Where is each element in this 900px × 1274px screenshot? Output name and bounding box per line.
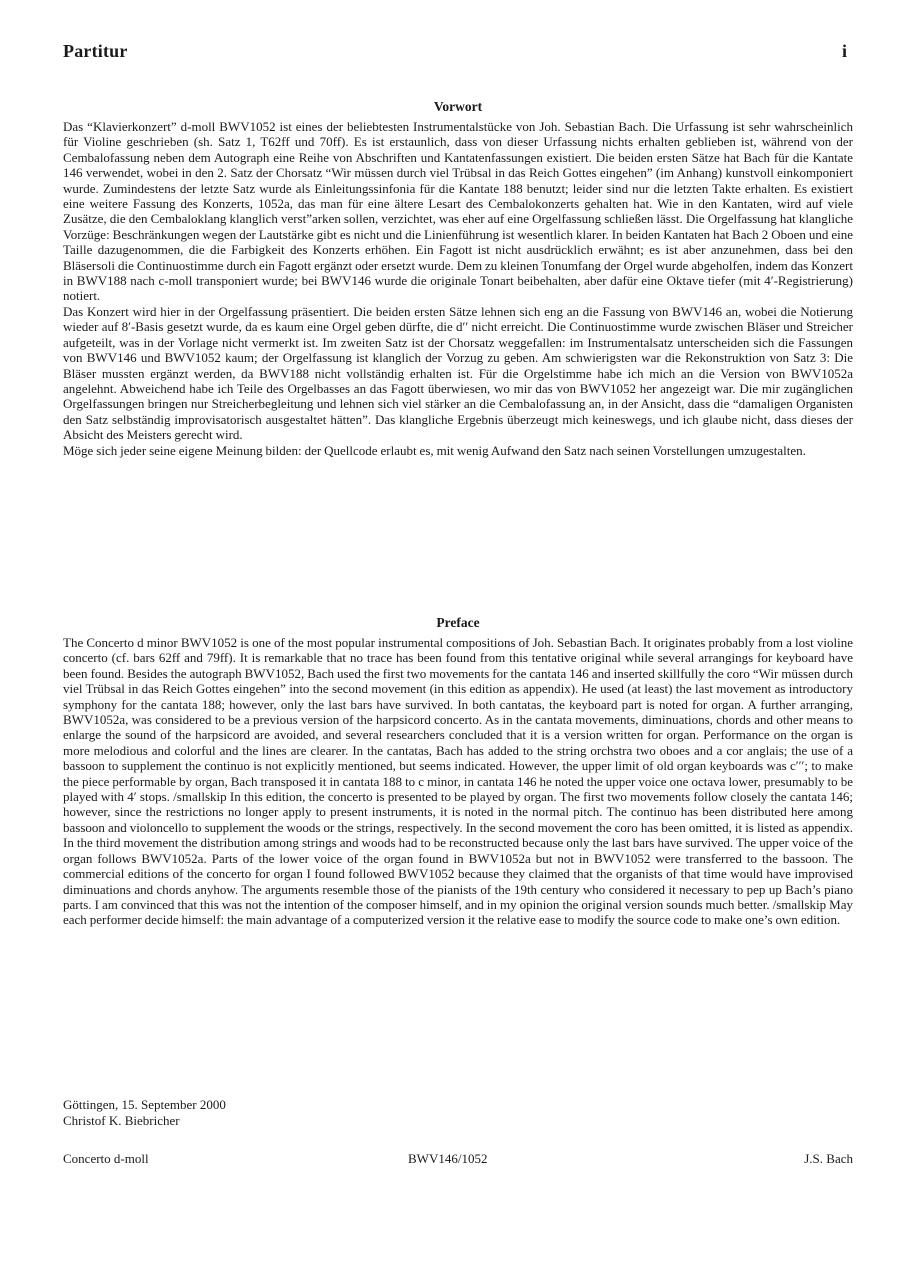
page-number: i — [842, 41, 848, 61]
footer-composer: J.S. Bach — [804, 1151, 853, 1166]
vorwort-body — [63, 119, 853, 603]
signature-author: Christof K. Biebricher — [63, 1113, 180, 1128]
preface-paragraph: The Concerto d minor BWV1052 is one of the most popular instrumental compositions of Joh. Sebastian Bach. It originates probably from a lost violine concerto (cf. bars 62ff and 79ff). It is remarkable that no trace has been found from this tentative original while several arrangings for keyboard have been found. Besides the autograph BWV1052, Bach used the first two movements for the cantata 146 and inserted skillfully the coro “Wir müssen durch viel Trübsal in das Reich Gottes eingehen” into the second movement (in this edition as appendix). He used (at least) the last movement as introductory symphony for the cantata 188; however, only the last bars have survived. In both cantatas, the keyboard part is noted for organ. A further arranging, BWV1052a, was considered to be a previous version of the harpsicord concerto. As in the cantata movements, diminuations, chords and other means to enlarge the sound of the harpsicord are avoided, and several researchers concluded that it is a version written for organ. Performance on the organ is more melodious and colorful and the lines are clearer. In the cantatas, Bach has added to the string orchstra two oboes and a cor anglais; the use of a bassoon to supplement the continuo is not explicitly mentioned, but seems indicated. However, the upper limit of old organ keyboards was c′′′; to make the piece performable by organ, Bach transposed it in cantata 188 to c minor, in cantata 146 he noted the upper voice one octava lower, presumably to be played with 4′ stops. /smallskip In this edition, the concerto is presented to be played by organ. The first two movements follow closely the cantata 146; however, since the restrictions no longer apply to present instruments, it is noted in the normal pitch. The continuo has been distributed here among bassoon and violoncello to supplement the woods or the strings, respectively. In the second movement the coro has been omitted, it is listed as appendix. In the third movement the distribution among strings and woods had to be reconstructed because only the last bars have survived. The upper voice of the organ follows BWV1052a. Parts of the lower voice of the organ found in BWV1052a but not in BWV1052 were transferred to the bassoon. The commercial editions of the concerto for organ I found followed BWV1052 because they claimed that the organists of that time would have improvised diminuations and chords anyhow. The arguments resemble those of the pianists of the 19th century who considered it necessary to pep up Bach’s piano parts. I am convinced that this was not the intention of the composer himself, and in my opinion the original version sounds much better. /smallskip May each performer decide himself: the main advantage of a computerized version it the relative ease to modify the source code to make one’s own edition. — [63, 635, 853, 928]
signature-block — [63, 1097, 226, 1129]
preface-heading: Preface — [436, 615, 480, 630]
page-header-title: Partitur — [63, 41, 128, 61]
footer-work-title: Concerto d-moll — [63, 1151, 149, 1166]
signature-place-date: Göttingen, 15. September 2000 — [63, 1097, 226, 1112]
vorwort-paragraph: Das “Klavierkonzert” d-moll BWV1052 ist eines der beliebtesten Instrumentalstücke von Joh. Sebastian Bach. Die Urfassung ist sehr wahrscheinlich für Violine geschrieben (sh. Satz 1, T62ff und 70ff). Es ist erstaunlich, dass von dieser Urfassung nichts erhalten geblieben ist, während von der Cembalofassung neben dem Autograph eine Reihe von Abschriften und Kantatenfassungen existiert. Die beiden ersten Sätze hat Bach für die Kantate 146 verwendet, wobei in den 2. Satz der Chorsatz “Wir müssen durch viel Trübsal in das Reich Gottes eingehen” (im Anhang) kunstvoll einkomponiert wurde. Zumindestens der letzte Satz wurde als Einleitungssinfonia für die Kantate 188 benutzt; leider sind nur die letzten Takte erhalten. Es existiert eine weitere Fassung des Konzerts, 1052a, das man für eine ältere Lesart des Cembalokonzerts gehalten hat. Wie in den Kantaten, wird auf viele Zusätze, die den Cembaloklang klanglich verst”arken sollen, verzichtet, was eher auf eine Orgelfassung schließen lässt. Die Orgelfassung hat klangliche Vorzüge: Beschränkungen wegen der Lautstärke gibt es nicht und die Linienführung ist wesentlich klarer. In beiden Kantaten hat Bach 2 Oboen und eine Taille dazugenommen, die die Farbigkeit des Konzerts erhöhen. Ein Fagott ist nicht ausdrücklich erwähnt; es ist aber anzunehmen, dass bei den Bläsersoli die Continuostimme durch ein Fagott ergänzt oder ersetzt wurde. Dem zu kleinen Tonumfang der Orgel wurde abgeholfen, indem das Konzert in BWV188 nach c-moll transponiert wurde; bei BWV146 wurde die originale Tonart beibehalten, aber dafür eine Oktave tiefer (mit 4′-Registrierung) notiert. — [63, 119, 853, 304]
footer-catalogue-number: BWV146/1052 — [408, 1151, 488, 1166]
preface-body — [63, 635, 853, 1087]
vorwort-paragraph: Möge sich jeder seine eigene Meinung bilden: der Quellcode erlaubt es, mit wenig Aufwand den Satz nach seinen Vorstellungen umzugestalten. — [63, 442, 806, 458]
vorwort-paragraph: Das Konzert wird hier in der Orgelfassung präsentiert. Die beiden ersten Sätze lehnen sich eng an die Fassung von BWV146 an, wobei die Notierung wieder auf 8′-Basis gesetzt wurde, da es kaum eine Orgel geben dürfte, die d′′ nicht erreicht. Die Continuostimme wurde zwischen Bläser und Streicher aufgeteilt, was in der Vorlage nicht vermerkt ist. Im zweiten Satz ist der Chorsatz weggefallen: im Instrumentalsatz unterscheiden sich die Fassungen von BWV146 und BWV1052 kaum; der Orgelfassung ist klanglich der Vorzug zu geben. Am schwierigsten war die Rekonstruktion von Satz 3: Die Bläser mussten ergänzt werden, da BWV188 nicht vollständig erhalten ist. Für die Orgelstimme habe ich mich an die Version von BWV1052a angelehnt. Abweichend habe ich Teile des Orgelbasses an das Fagott überwiesen, wo mir das von BWV1052 her angezeigt war. Die mir zugänglichen Orgelfassungen bringen nur Streicherbegleitung und lehnen sich viel stärker an die Cembalofassung an, in der Ansicht, dass die “damaligen Organisten den Satz selbständig improvisatorisch ausgestaltet hätten”. Das klangliche Ergebnis überzeugt mich keineswegs, und ich glaube nicht, dass dieses der Absicht des Meisters gerecht wird. — [63, 303, 853, 443]
vorwort-heading: Vorwort — [433, 99, 483, 114]
